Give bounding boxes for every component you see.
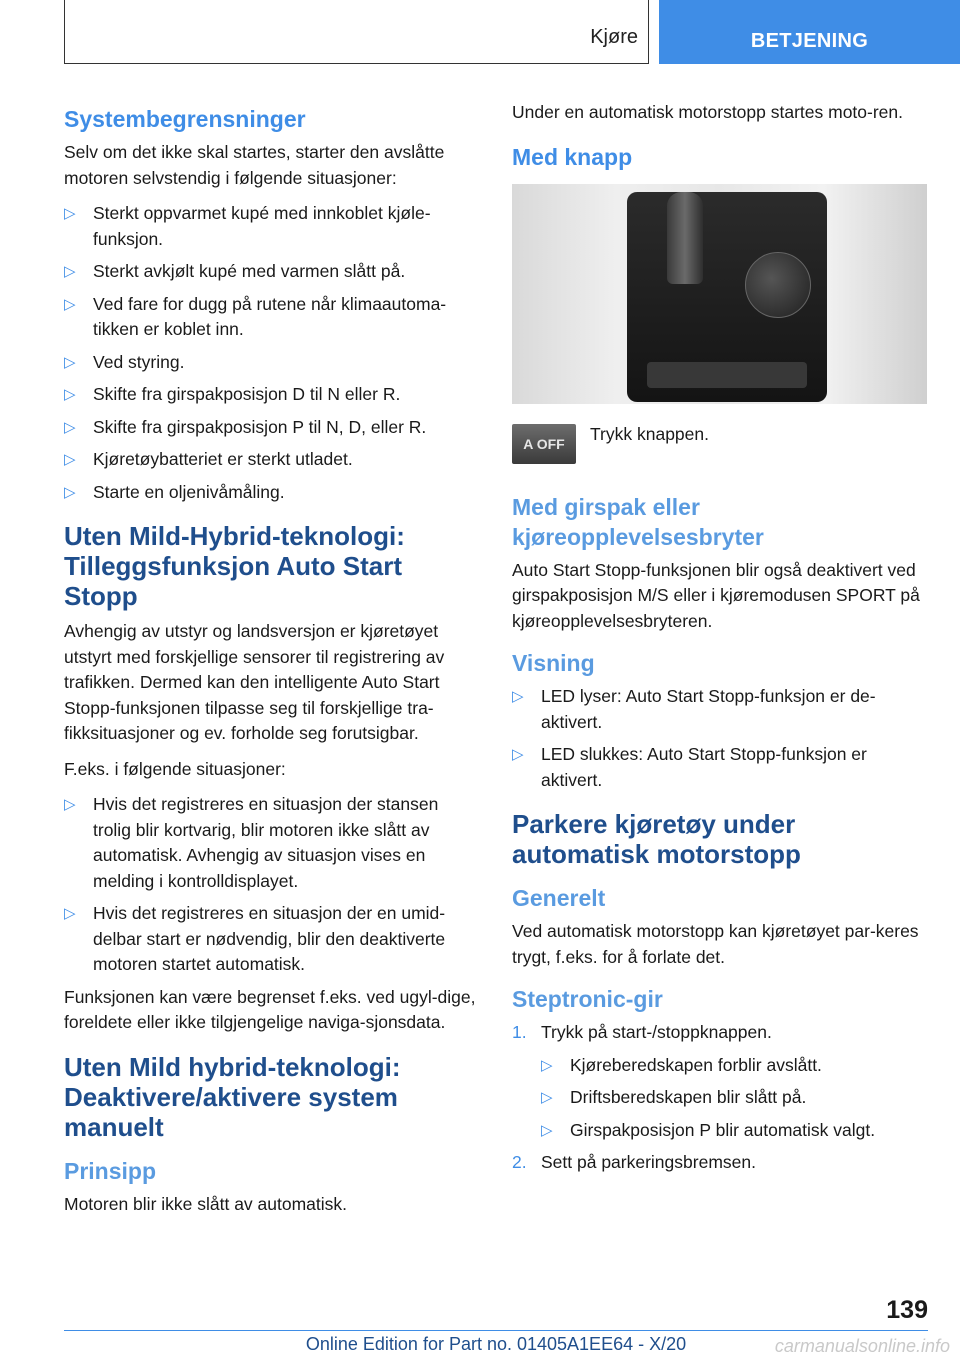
list-visning bbox=[512, 684, 927, 793]
triangle-bullet-icon: ▷ bbox=[64, 263, 76, 280]
paragraph-function-limits: Funksjonen kan være begrenset f.eks. ved ugyl-dige, foreldete eller ikke tilgjengelige naviga-sjonsdata. bbox=[64, 986, 476, 1032]
list-item: ▷ Kjøretøybatteriet er sterkt utladet. bbox=[64, 447, 478, 473]
header-frame bbox=[64, 0, 649, 64]
steps-list bbox=[512, 1020, 927, 1176]
list-item: ▷ Ved styring. bbox=[64, 350, 478, 376]
list-item: ▷ Starte en oljenivåmåling. bbox=[64, 480, 478, 506]
list-item: ▷ Ved fare for dugg på rutene når klimaautoma-tikken er koblet inn. bbox=[64, 293, 447, 339]
paragraph-girspak: Auto Start Stopp-funksjonen blir også deaktivert ved girspakposisjon M/S eller i kjøremodusen SPORT på kjøreopplevelsesbryteren. bbox=[512, 559, 920, 631]
substeps-list bbox=[541, 1053, 927, 1144]
heading-parkere: Parkere kjøretøy under automatisk motorstopp bbox=[512, 809, 801, 869]
page-number: 139 bbox=[886, 1296, 928, 1324]
header-chapter-tab: BETJENING bbox=[659, 0, 960, 64]
paragraph-sensors: Avhengig av utstyr og landsversjon er kjøretøyet utstyrt med forskjellige sensorer til registrering av trafikken. Dermed kan den intelligente Auto Start Stopp-funksjonen tilpasse seg til forskjellige tra-fikksituasjoner og ev. forholde seg forutsigbar. bbox=[64, 621, 445, 743]
footer-divider bbox=[64, 1330, 928, 1331]
list-item: ▷ Sterkt oppvarmet kupé med innkoblet kjøle-funksjon. bbox=[64, 203, 431, 249]
step-number: 1. bbox=[512, 1022, 527, 1042]
button-instruction-row bbox=[512, 424, 927, 464]
triangle-bullet-icon: ▷ bbox=[64, 205, 76, 222]
step-number: 2. bbox=[512, 1152, 527, 1172]
paragraph-press-button: Trykk knappen. bbox=[590, 423, 709, 444]
triangle-bullet-icon: ▷ bbox=[512, 688, 524, 705]
triangle-bullet-icon: ▷ bbox=[541, 1089, 553, 1106]
heading-steptronic: Steptronic-gir bbox=[512, 986, 663, 1012]
triangle-bullet-icon: ▷ bbox=[64, 418, 76, 436]
list-item: ▷ Hvis det registreres en situasjon der stansen trolig blir kortvarig, blir motoren ikke slått av automatisk. Avhengig av situasjon vises en melding i kontrolldisplayet. bbox=[64, 794, 439, 891]
triangle-bullet-icon: ▷ bbox=[541, 1056, 553, 1074]
list-item: ▷ Skifte fra girspakposisjon D til N eller R. bbox=[64, 382, 478, 408]
header-section-title: Kjøre bbox=[590, 26, 638, 48]
list-item: ▷ Sterkt avkjølt kupé med varmen slått på. bbox=[64, 259, 478, 285]
list-item: ▷ Hvis det registreres en situasjon der en umid-delbar start er nødvendig, blir den deaktiverte motoren startet automatisk. bbox=[64, 903, 446, 974]
heading-generelt: Generelt bbox=[512, 885, 606, 911]
triangle-bullet-icon: ▷ bbox=[541, 1121, 553, 1139]
paragraph-example-intro: F.eks. i følgende situasjoner: bbox=[64, 758, 286, 779]
paragraph-generelt: Ved automatisk motorstopp kan kjøretøyet par-keres trygt, f.eks. for å forlate det. bbox=[512, 921, 919, 967]
list-item: ▷ LED slukkes: Auto Start Stopp-funksjon er aktivert. bbox=[512, 744, 867, 790]
triangle-bullet-icon: ▷ bbox=[64, 905, 76, 922]
triangle-bullet-icon: ▷ bbox=[512, 746, 524, 763]
auto-start-stop-off-icon: A OFF bbox=[512, 424, 576, 464]
heading-med-girspak: Med girspak eller kjøreopplevelsesbryter bbox=[512, 493, 764, 550]
heading-uten-mild-hybrid-auto-start: Uten Mild-Hybrid-teknologi: Tilleggsfunksjon Auto Start Stopp bbox=[64, 521, 405, 611]
footer-watermark: carmanualsonline.info bbox=[774, 1336, 950, 1356]
step-item: 1. Trykk på start-/stoppknappen. ▷ Kjøreberedskapen forblir avslått. ▷ Driftsberedskapen blir slått på. ▷ Girspakposisjon P blir automatisk valgt. bbox=[512, 1020, 927, 1143]
paragraph-system: Selv om det ikke skal startes, starter den avslåtte motoren selvstendig i følgende situasjoner: bbox=[64, 142, 445, 188]
heading-prinsipp: Prinsipp bbox=[64, 1157, 157, 1184]
heading-uten-mild-hybrid-deaktivere: Uten Mild hybrid-teknologi: Deaktivere/aktivere system manuelt bbox=[64, 1051, 401, 1142]
triangle-bullet-icon: ▷ bbox=[64, 451, 76, 468]
list-system-situations bbox=[64, 201, 478, 505]
list-item: ▷ LED lyser: Auto Start Stopp-funksjon er de-aktivert. bbox=[512, 686, 876, 732]
triangle-bullet-icon: ▷ bbox=[64, 353, 76, 371]
console-button-row bbox=[647, 362, 807, 388]
center-console-photo bbox=[512, 184, 927, 404]
paragraph-prinsipp: Motoren blir ikke slått av automatisk. bbox=[64, 1193, 348, 1214]
left-column bbox=[64, 100, 478, 1227]
heading-systembegrensninger: Systembegrensninger bbox=[64, 106, 306, 132]
right-column bbox=[512, 100, 927, 1183]
heading-visning: Visning bbox=[512, 650, 595, 676]
heading-med-knapp: Med knapp bbox=[512, 143, 633, 170]
paragraph-restart: Under en automatisk motorstopp startes moto-ren. bbox=[512, 102, 904, 122]
footer-edition: Online Edition for Part no. 01405A1EE64 - X/20 bbox=[305, 1334, 687, 1354]
step-item: 2. Sett på parkeringsbremsen. bbox=[512, 1150, 927, 1176]
gear-selector bbox=[667, 192, 703, 284]
list-item: ▷ Girspakposisjon P blir automatisk valgt. bbox=[541, 1118, 927, 1144]
console-panel bbox=[627, 192, 827, 402]
list-item: ▷ Skifte fra girspakposisjon P til N, D, eller R. bbox=[64, 415, 478, 441]
triangle-bullet-icon: ▷ bbox=[64, 483, 76, 501]
triangle-bullet-icon: ▷ bbox=[64, 796, 76, 813]
triangle-bullet-icon: ▷ bbox=[64, 295, 76, 313]
list-item: ▷ Kjøreberedskapen forblir avslått. bbox=[541, 1053, 927, 1079]
list-example-situations bbox=[64, 792, 478, 978]
list-item: ▷ Driftsberedskapen blir slått på. bbox=[541, 1085, 927, 1111]
triangle-bullet-icon: ▷ bbox=[64, 386, 76, 403]
controller-knob bbox=[745, 252, 811, 318]
